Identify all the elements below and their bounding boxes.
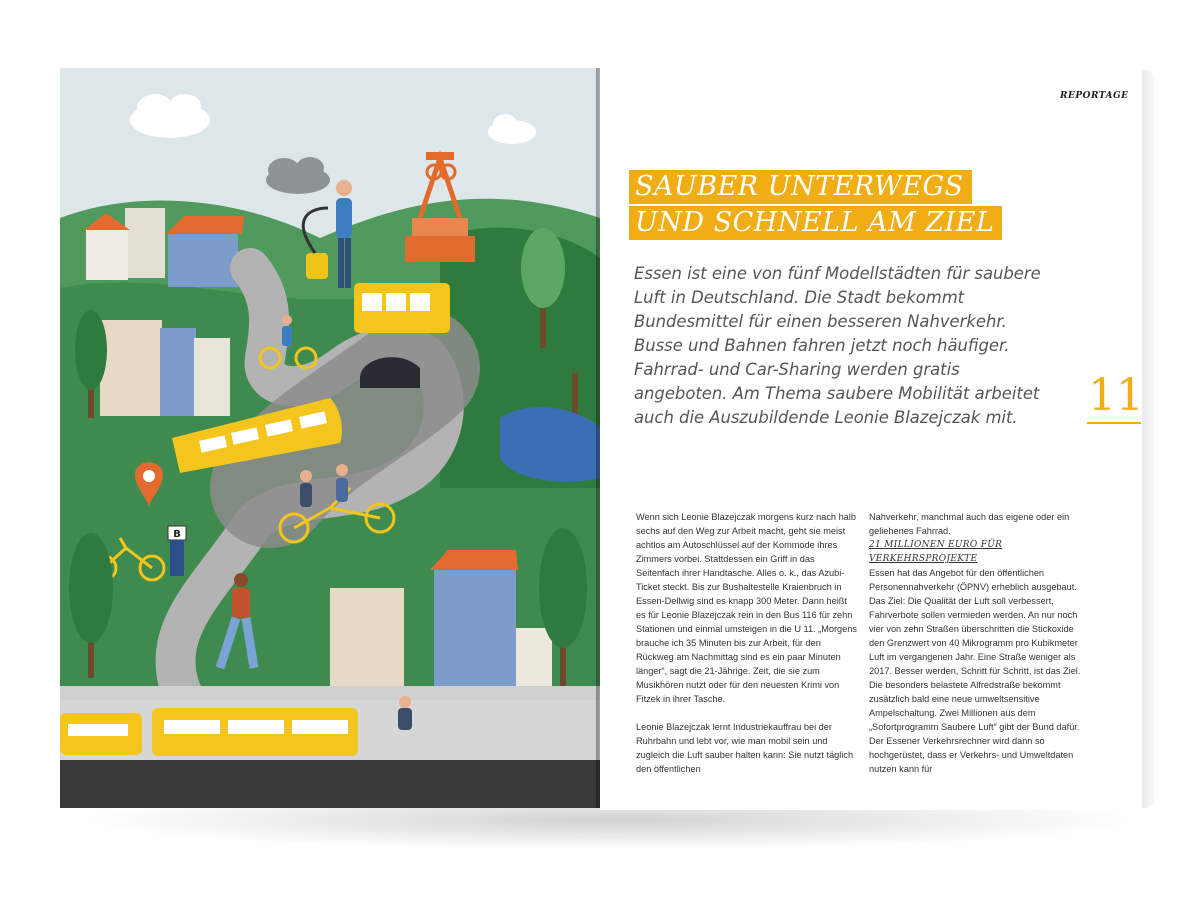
body-column-1	[636, 510, 858, 776]
body-column-2	[869, 510, 1091, 776]
body-paragraph: Wenn sich Leonie Blazejczak morgens kurz nach halb sechs auf den Weg zur Arbeit macht, geht sie meist achtlos am Autoschlüssel auf der Kommode ihres Zimmers vorbei. Stattdessen ein Griff in das Seitenfach ihrer Handtasche. Alles o. k., das Azubi-Ticket steckt. Bis zur Bushaltestelle Kraienbruch in Essen-Dellwig sind es knapp 300 Meter. Dann heißt es für Leonie Blazejczak rein in den Bus 116 für zehn Stationen und einmal umsteigen in die U 11. „Morgens brauche ich 35 Minuten bis zur Arbeit, für den Rückweg am Nachmittag sind es ein paar Minuten länger“, sagt die 21-Jährige. Zeit, die sie zum Musikhören nutzt oder für den neuesten Krimi von Fitzek in ihrer Tasche.	[636, 512, 857, 704]
yellow-bus	[354, 283, 450, 333]
page-edge	[1140, 70, 1154, 808]
body-paragraph: Nahverkehr, manchmal auch das eigene oder ein geliehenes Fahrrad.	[869, 512, 1070, 536]
subheading: 21 MILLIONEN EURO FÜR VERKEHRSPROJEKTE	[869, 540, 1003, 564]
section-label: REPORTAGE	[1060, 91, 1129, 101]
waiting-person	[398, 696, 412, 730]
lead-paragraph: Essen ist eine von fünf Modellstädten für saubere Luft in Deutschland. Die Stadt bekommt Bundesmittel für einen besseren Nahverkehr. Busse und Bahnen fahren jetzt noch häufiger. Fahrrad- und Car-Sharing werden gratis angeboten. Am Thema saubere Mobilität arbeitet auch die Auszubildende Leonie Blazejczak mit.	[634, 264, 1041, 427]
body-paragraph: Essen hat das Angebot für den öffentlichen Personennahverkehr (ÖPNV) erheblich ausgebaut. Das Ziel: Die Qualität der Luft soll verbessert, Fahrverbote sollen vermieden werden. An nur noch vier von zehn Straßen überschritten die Stickoxide den Grenzwert von 40 Mikrogramm pro Kubikmeter Luft im vergangenen Jahr. Eine Straße weniger als 2017. Besser werden, Schritt für Schritt, ist das Ziel. Die besonders belastete Alfredstraße bekommt zusätzlich bald eine neue umweltsensitive Ampelschaltung. Zwei Millionen aus dem „Sofortprogramm Saubere Luft“ gibt der Bund dafür. Der Essener Verkehrsrechner wird dann so hochgerüstet, dass er Verkehrs- und Umweltdaten nutzen kann für	[869, 568, 1081, 774]
page-number: 11	[1088, 370, 1144, 421]
body-paragraph: Leonie Blazejczak lernt Industriekauffrau bei der Ruhrbahn und lebt vor, wie man mobil sein und zugleich die Luft sauber halten kann: Sie nutzt täglich den öffentlichen	[636, 722, 854, 774]
cloud	[130, 94, 210, 138]
houses-top-left	[84, 208, 244, 287]
bike-station-sign	[168, 526, 186, 576]
headline-line-1: SAUBER UNTERWEGS	[629, 170, 972, 204]
smog-cloud	[266, 157, 330, 194]
headline-line-2: UND SCHNELL AM ZIEL	[629, 206, 1002, 240]
city-mobility-illustration	[60, 68, 600, 808]
sign-letter: B	[173, 529, 181, 540]
page-number-rule	[1087, 422, 1141, 424]
illustration-page	[60, 68, 600, 808]
yellow-tram-bottom	[60, 708, 358, 756]
